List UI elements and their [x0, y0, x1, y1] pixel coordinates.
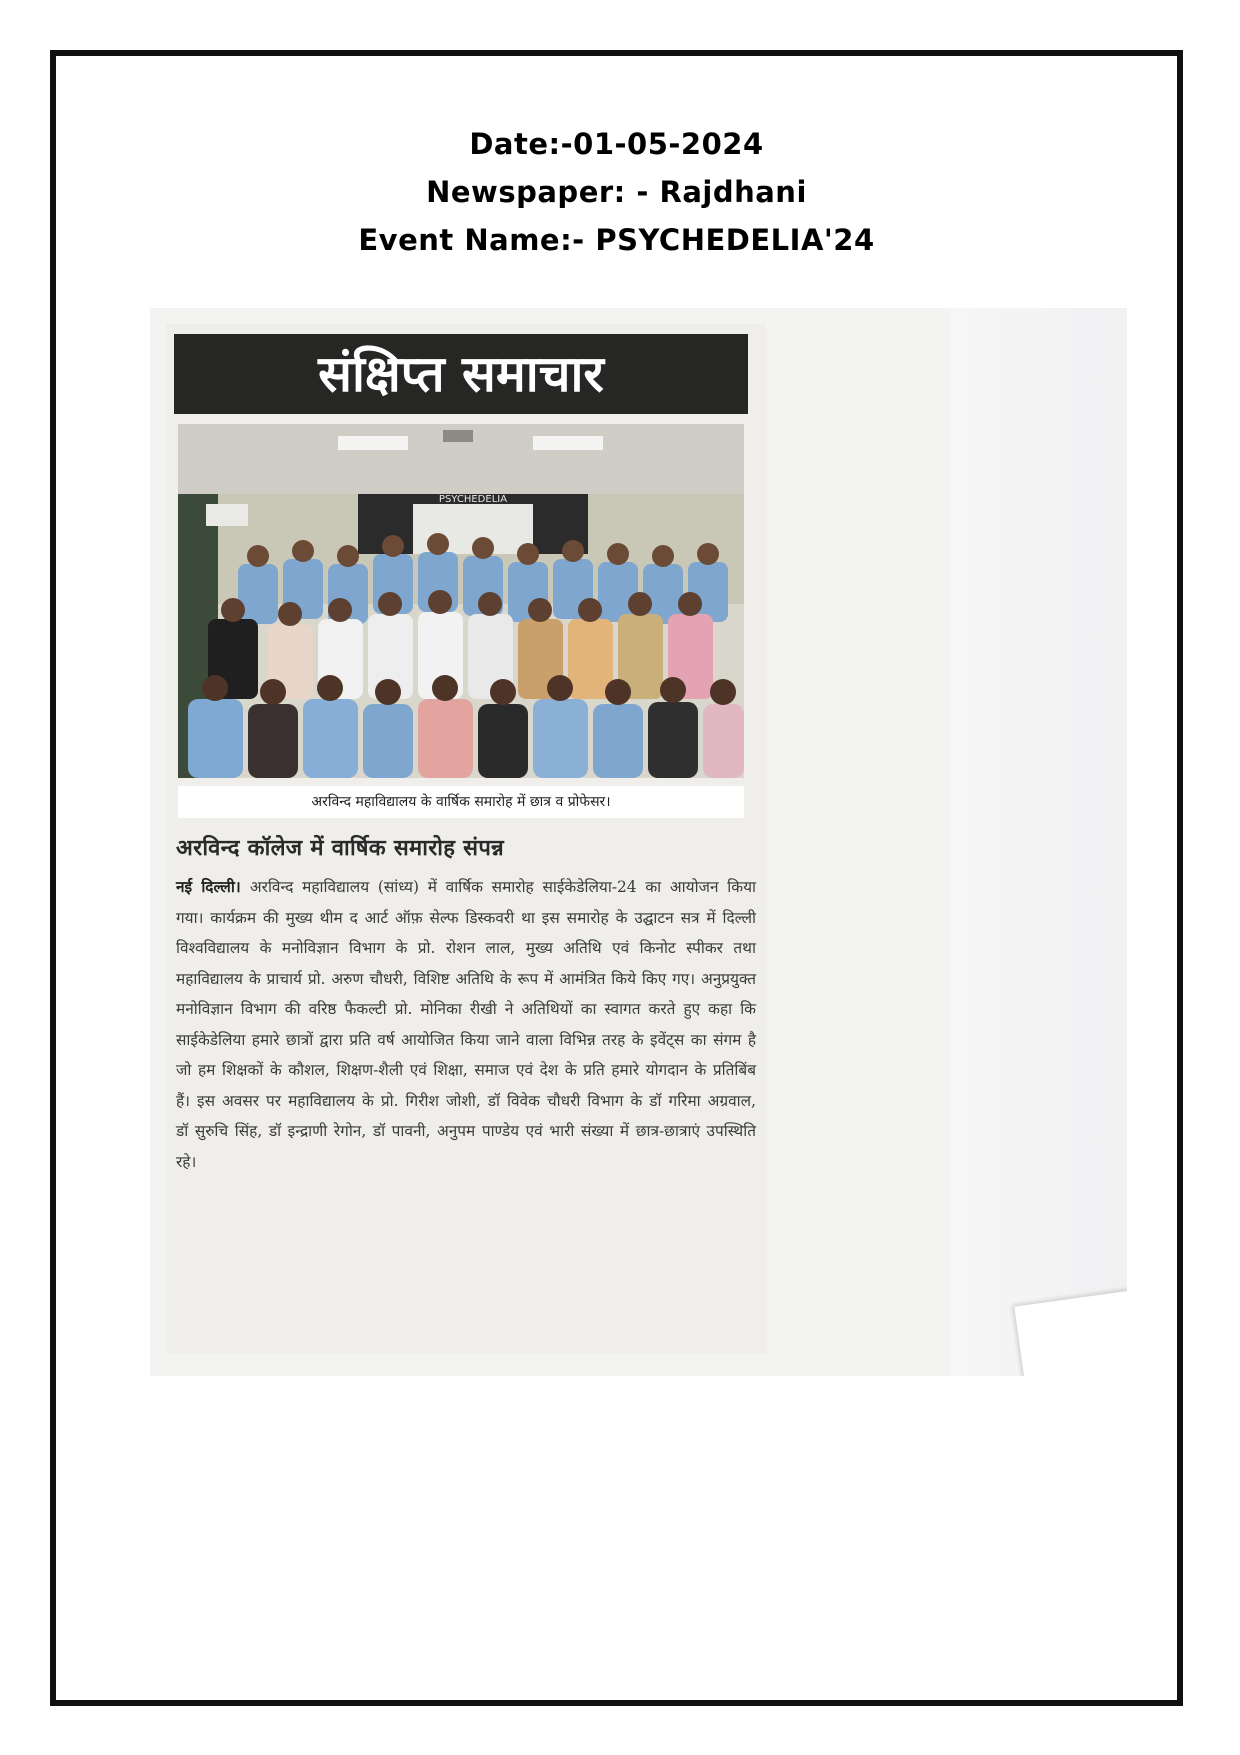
- article-body: [176, 872, 756, 1177]
- article-dateline: नई दिल्ली।: [176, 878, 250, 896]
- event-name-line: Event Name:- PSYCHEDELIA'24: [358, 223, 875, 257]
- date-line: Date:-01-05-2024: [469, 127, 764, 161]
- newspaper-line: Newspaper: - Rajdhani: [426, 175, 807, 209]
- news-clipping: [166, 324, 766, 1354]
- scan-background-shade: [950, 308, 1127, 1376]
- section-masthead: संक्षिप्त समाचार: [174, 334, 748, 414]
- scanned-newspaper-clipping: [150, 308, 1127, 1376]
- photo-caption: अरविन्द महाविद्यालय के वार्षिक समारोह में छात्र व प्रोफेसर।: [178, 786, 744, 818]
- article-headline: अरविन्द कॉलेज में वार्षिक समारोह संपन्न: [176, 835, 504, 861]
- document-header: [56, 120, 1177, 264]
- article-text: अरविन्द महाविद्यालय (सांध्य) में वार्षिक समारोह साईकेडेलिया-24 का आयोजन किया गया। कार्यक्रम की मुख्य थीम द आर्ट ऑफ़ सेल्फ डिस्कवरी था इस समारोह के उद्घाटन सत्र में दिल्ली विश्वविद्यालय के मनोविज्ञान विभाग के प्रो. रोशन लाल, मुख्य अतिथि एवं किनोट स्पीकर तथा महाविद्यालय के प्राचार्य प्रो. अरुण चौधरी, विशिष्ट अतिथि के रूप में आमंत्रित किये किए गए। अनुप्रयुक्त मनोविज्ञान विभाग की वरिष्ठ फैकल्टी प्रो. मोनिका रीखी ने अतिथियों का स्वागत करते हुए कहा कि साईकेडेलिया हमारे छात्रों द्वारा प्रति वर्ष आयोजित किया जाने वाला विभिन्न तरह के इवेंट्स का संगम है जो हम शिक्षकों के कौशल, शिक्षण-शैली एवं शिक्षा, समाज एवं देश के प्रति हमारे योगदान के प्रतिबिंब हैं। इस अवसर पर महाविद्यालय के प्रो. गिरीश जोशी, डॉ विवेक चौधरी विभाग के डॉ गरिमा अग्रवाल, डॉ सुरुचि सिंह, डॉ इन्द्राणी रेगोन, डॉ पावनी, अनुपम पाण्डेय एवं भारी संख्या में छात्र-छात्राएं उपस्थिति रहे।: [176, 878, 757, 1171]
- photo-banner-text: PSYCHEDELIA: [438, 494, 508, 505]
- group-photo: [178, 424, 744, 778]
